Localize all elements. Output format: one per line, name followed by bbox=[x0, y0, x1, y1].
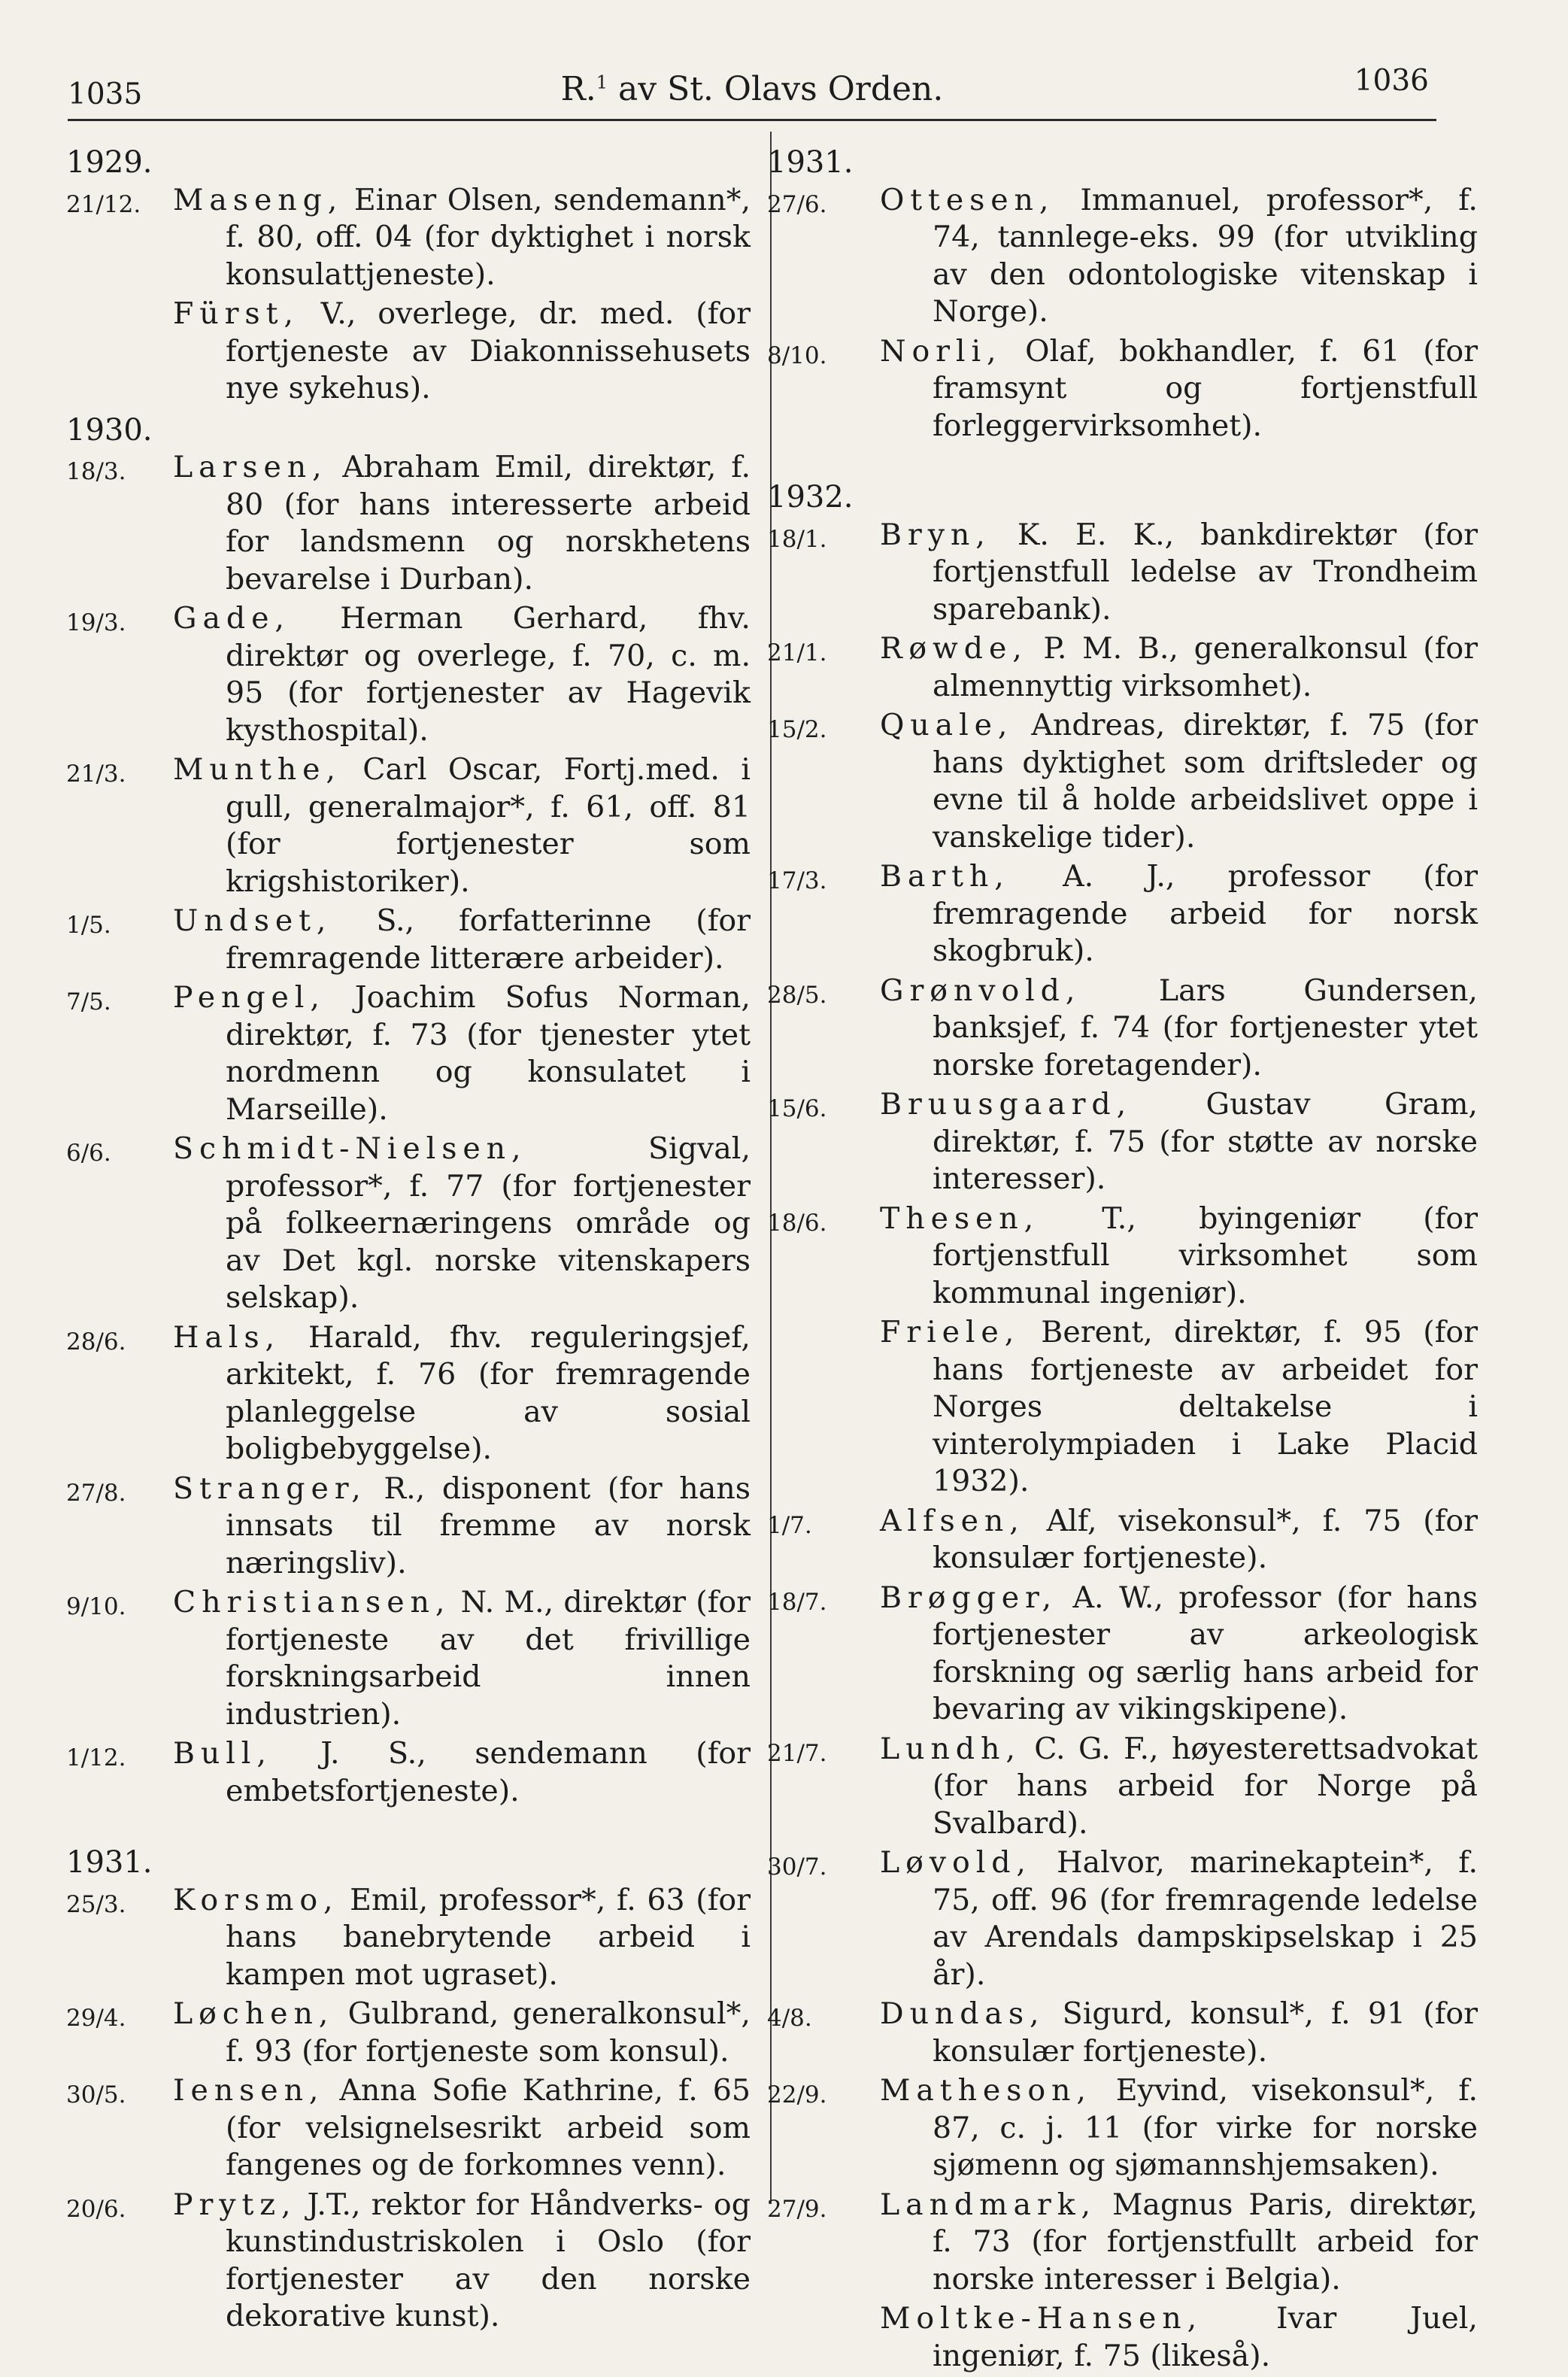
entry bbox=[767, 630, 1478, 705]
entry-date: 21/3. bbox=[66, 760, 126, 788]
entry-text: Gustav Gram, direktør, f. 75 (for støtte av norske interesser). bbox=[933, 1087, 1478, 1196]
entry-body bbox=[880, 2300, 1478, 2375]
entry-body bbox=[173, 1131, 751, 1317]
entry-text: Halvor, marinekaptein*, f. 75, off. 96 (for fremragende ledelse av Arendals dampskipselskap i 25 år). bbox=[933, 1845, 1478, 1992]
entry bbox=[66, 449, 751, 598]
entry bbox=[66, 1319, 751, 1468]
entry-body bbox=[880, 1996, 1478, 2070]
entry-date: 4/8. bbox=[767, 2005, 812, 2032]
entry bbox=[767, 973, 1478, 1085]
entry bbox=[767, 182, 1478, 331]
entry-date: 15/6. bbox=[767, 1095, 827, 1122]
entry bbox=[66, 903, 751, 977]
entry-text: Alf, visekonsul*, f. 75 (for konsulær fortjeneste). bbox=[933, 1503, 1478, 1575]
entry bbox=[66, 1996, 751, 2070]
entry-text: Lars Gundersen, banksjef, f. 74 (for fortjenester ytet norske foretagender). bbox=[933, 973, 1478, 1082]
entry-text: R., disponent (for hans innsats til fremme av norsk næringsliv). bbox=[226, 1471, 751, 1580]
entry-text: Sigurd, konsul*, f. 91 (for konsulær fortjeneste). bbox=[933, 1996, 1478, 2069]
entry-body bbox=[173, 1735, 751, 1810]
entry-name: Friele, bbox=[880, 1315, 1021, 1349]
entry-name: Løvold, bbox=[880, 1845, 1032, 1880]
entry-name: Quale, bbox=[880, 708, 1014, 742]
entry-date: 27/8. bbox=[66, 1479, 126, 1507]
entry-body bbox=[880, 630, 1478, 705]
entry-date: 6/6. bbox=[66, 1140, 111, 1167]
entry-body bbox=[173, 1319, 751, 1468]
entry-body bbox=[880, 517, 1478, 629]
year-heading: 1930. bbox=[66, 412, 153, 448]
entry-name: Grønvold, bbox=[880, 973, 1081, 1008]
entry-text: Harald, fhv. reguleringsjef, arkitekt, f. 76 (for fremragende planleggelse av sosial boligbebyggelse). bbox=[226, 1319, 751, 1466]
entry-body bbox=[173, 2072, 751, 2184]
entry-body bbox=[880, 333, 1478, 445]
entry-name: Hals, bbox=[173, 1319, 281, 1355]
entry-text: Andreas, direktør, f. 75 (for hans dyktighet som driftsleder og evne til å holde arbeidslivet oppe i vanskelige tider). bbox=[933, 708, 1478, 855]
entry-name: Røwde, bbox=[880, 631, 1028, 666]
entry-name: Prytz, bbox=[173, 2187, 297, 2222]
entry-date: 18/1. bbox=[767, 525, 827, 553]
entry bbox=[767, 1314, 1478, 1501]
right-column bbox=[767, 140, 1478, 2377]
entry bbox=[767, 707, 1478, 856]
entry-date: 1/12. bbox=[66, 1744, 126, 1771]
entry-date bbox=[767, 2300, 880, 2375]
entry bbox=[767, 1086, 1478, 1198]
entry bbox=[767, 517, 1478, 629]
entry-text: Herman Gerhard, fhv. direktør og overlege, f. 70, c. m. 95 (for fortjenester av Hagevik kysthospital). bbox=[226, 601, 751, 748]
running-title-prefix: R. bbox=[560, 70, 596, 108]
entry-name: Norli, bbox=[880, 333, 1002, 369]
entry bbox=[66, 751, 751, 900]
entry bbox=[767, 858, 1478, 970]
entry bbox=[66, 1735, 751, 1810]
entry-name: Dundas, bbox=[880, 1996, 1045, 2031]
entry bbox=[767, 2072, 1478, 2184]
entry-text: Joachim Sofus Norman, direktør, f. 73 (for tjenester ytet nordmenn og konsulatet i Marseille). bbox=[226, 980, 751, 1127]
entry-body bbox=[173, 182, 751, 294]
entry-text: Einar Olsen, sendemann*, f. 80, off. 04 (for dyktighet i norsk konsulattjeneste). bbox=[226, 182, 751, 292]
entry-body bbox=[173, 1996, 751, 2070]
entry bbox=[66, 1471, 751, 1583]
entry-name: Matheson, bbox=[880, 2073, 1092, 2108]
entry bbox=[767, 2187, 1478, 2299]
entry-date: 19/3. bbox=[66, 609, 126, 636]
entry bbox=[66, 2072, 751, 2184]
entry-text: Ivar Juel, ingeniør, f. 75 (likeså). bbox=[933, 2301, 1478, 2373]
year-heading: 1929. bbox=[66, 145, 153, 180]
entry-name: Thesen, bbox=[880, 1201, 1040, 1236]
entry-body bbox=[880, 2072, 1478, 2184]
entry-text: Carl Oscar, Fortj.med. i gull, generalmajor*, f. 61, off. 81 (for fortjenester som krigshistoriker). bbox=[226, 752, 751, 899]
entry-text: A. J., professor (for fremragende arbeid for norsk skogbruk). bbox=[933, 859, 1478, 968]
entry-text: Eyvind, visekonsul*, f. 87, c. j. 11 (for virke for norske sjømenn og sjømannshjemsaken). bbox=[933, 2073, 1478, 2182]
entry-date: 28/5. bbox=[767, 981, 827, 1009]
entry bbox=[66, 600, 751, 749]
entry-text: Olaf, bokhandler, f. 61 (for framsynt og fortjenstfull forleggervirksomhet). bbox=[933, 333, 1478, 443]
entry bbox=[66, 979, 751, 1128]
entry-date: 7/5. bbox=[66, 988, 111, 1015]
page-number-left: 1035 bbox=[68, 77, 143, 111]
entry-body bbox=[173, 449, 751, 598]
entry-text: J.T., rektor for Håndverks- og kunstindustriskolen i Oslo (for fortjenester av den norske dekorative kunst). bbox=[226, 2187, 751, 2333]
entry-name: Moltke-Hansen, bbox=[880, 2301, 1203, 2336]
entry-body bbox=[173, 751, 751, 900]
entry-body bbox=[880, 707, 1478, 856]
entry-name: Stranger, bbox=[173, 1471, 367, 1506]
entry-text: Emil, professor*, f. 63 (for hans banebrytende arbeid i kampen mot ugraset). bbox=[226, 1882, 751, 1992]
entry-date: 17/3. bbox=[767, 867, 827, 894]
entry-name: Maseng, bbox=[173, 182, 344, 217]
entry-body bbox=[880, 182, 1478, 331]
entry-date: 22/9. bbox=[767, 2081, 827, 2108]
header-rule bbox=[68, 119, 1436, 121]
entry bbox=[767, 1580, 1478, 1729]
entry-date: 20/6. bbox=[66, 2195, 126, 2223]
entry bbox=[767, 1844, 1478, 1993]
entry-name: Schmidt-Nielsen, bbox=[173, 1131, 527, 1166]
entry-body bbox=[173, 1584, 751, 1733]
entry-name: Lundh, bbox=[880, 1731, 1021, 1766]
entry-date: 30/5. bbox=[66, 2081, 126, 2108]
entry-body bbox=[880, 858, 1478, 970]
entry-name: Bull, bbox=[173, 1736, 272, 1771]
entry-body bbox=[173, 2187, 751, 2336]
entry-date: 27/6. bbox=[767, 190, 827, 218]
entry bbox=[66, 2187, 751, 2336]
entry-date: 1/5. bbox=[66, 912, 111, 939]
entry bbox=[66, 1882, 751, 1994]
entry-name: Landmark, bbox=[880, 2187, 1096, 2222]
entry-date: 8/10. bbox=[767, 342, 827, 369]
entry-name: Pengel, bbox=[173, 980, 326, 1015]
entry-body bbox=[173, 1471, 751, 1583]
entry-date: 18/3. bbox=[66, 458, 126, 485]
entry-body bbox=[880, 1503, 1478, 1577]
entry-name: Undset, bbox=[173, 903, 332, 938]
entry-text: V., overlege, dr. med. (for fortjeneste av Diakonnissehusets nye sykehus). bbox=[226, 296, 751, 405]
entry-date: 25/3. bbox=[66, 1890, 126, 1918]
entry-name: Iensen, bbox=[173, 2073, 325, 2108]
entry-body bbox=[880, 1314, 1478, 1501]
page-number-right: 1036 bbox=[1354, 64, 1429, 98]
year-heading: 1931. bbox=[767, 145, 854, 180]
entry bbox=[767, 1996, 1478, 2070]
entry-text: A. W., professor (for hans fortjenester av arkeologisk forskning og særlig hans arbeid for bevaring av vikingskipene). bbox=[933, 1580, 1478, 1726]
entry-text: Gulbrand, generalkonsul*, f. 93 (for fortjeneste som konsul). bbox=[226, 1996, 751, 2069]
running-title-rest: av St. Olavs Orden. bbox=[608, 70, 944, 108]
entry-name: Løchen, bbox=[173, 1996, 335, 2031]
page-header bbox=[68, 64, 1436, 109]
entry-body bbox=[173, 1882, 751, 1994]
entry-body bbox=[173, 296, 751, 408]
entry-name: Bruusgaard, bbox=[880, 1087, 1133, 1122]
entry bbox=[767, 1731, 1478, 1843]
entry-text: Berent, direktør, f. 95 (for hans fortjeneste av arbeidet for Norges deltakelse i vinterolympiaden i Lake Placid 1932). bbox=[933, 1315, 1478, 1498]
running-title-sup: 1 bbox=[596, 71, 608, 93]
entry-date: 21/12. bbox=[66, 190, 141, 218]
entry bbox=[66, 296, 751, 408]
entry-body bbox=[880, 973, 1478, 1085]
entry-text: Immanuel, professor*, f. 74, tannlege-eks. 99 (for utvikling av den odontologiske vitenskap i Norge). bbox=[933, 182, 1478, 329]
entry bbox=[767, 1201, 1478, 1313]
entry-date: 18/7. bbox=[767, 1588, 827, 1616]
entry-name: Alfsen, bbox=[880, 1503, 1025, 1538]
entry-body bbox=[173, 979, 751, 1128]
entry bbox=[66, 182, 751, 294]
entry-name: Fürst, bbox=[173, 296, 299, 331]
entry-text: Sigval, professor*, f. 77 (for fortjenester på folkeernæringens område og av Det kgl. norske vitenskapers selskap). bbox=[226, 1131, 751, 1315]
entry-date: 30/7. bbox=[767, 1853, 827, 1881]
entry-name: Larsen, bbox=[173, 450, 328, 484]
entry-text: J. S., sendemann (for embetsfortjeneste). bbox=[226, 1736, 751, 1808]
entry-body bbox=[880, 1086, 1478, 1198]
entry bbox=[66, 1584, 751, 1733]
entry-name: Barth, bbox=[880, 859, 1010, 894]
entry-name: Brøgger, bbox=[880, 1580, 1057, 1615]
entry bbox=[767, 1503, 1478, 1577]
entry-date: 21/1. bbox=[767, 639, 827, 666]
entry-name: Gade, bbox=[173, 601, 290, 636]
entry-name: Bryn, bbox=[880, 517, 991, 552]
entry bbox=[767, 2300, 1478, 2375]
entry-name: Ottesen, bbox=[880, 182, 1055, 217]
entry-body bbox=[880, 2187, 1478, 2299]
entry-text: S., forfatterinne (for fremragende litterære arbeider). bbox=[226, 903, 751, 976]
entry-text: T., byingeniør (for fortjenstfull virksomhet som kommunal ingeniør). bbox=[933, 1201, 1478, 1310]
entry-date bbox=[66, 296, 173, 408]
entry-body bbox=[880, 1731, 1478, 1843]
entry-date bbox=[767, 1314, 880, 1501]
entry-date: 1/7. bbox=[767, 1511, 812, 1539]
entry bbox=[66, 1131, 751, 1317]
year-heading: 1931. bbox=[66, 1845, 153, 1880]
entry-body bbox=[173, 600, 751, 749]
entry-date: 29/4. bbox=[66, 2005, 126, 2032]
entry-body bbox=[880, 1201, 1478, 1313]
left-column bbox=[66, 140, 751, 2338]
entry-text: Abraham Emil, direktør, f. 80 (for hans interesserte arbeid for landsmenn og norskhetens bevarelse i Durban). bbox=[226, 450, 751, 597]
entry-name: Korsmo, bbox=[173, 1882, 339, 1917]
entry-text: C. G. F., høyesterettsadvokat (for hans arbeid for Norge på Svalbard). bbox=[933, 1731, 1478, 1841]
entry-date: 28/6. bbox=[66, 1328, 126, 1355]
running-title bbox=[68, 70, 1436, 108]
entry-body bbox=[880, 1844, 1478, 1993]
entry-date: 27/9. bbox=[767, 2195, 827, 2223]
entry-text: Anna Sofie Kathrine, f. 65 (for velsignelsesrikt arbeid som fangenes og de forkomnes venn). bbox=[226, 2073, 751, 2182]
entry-text: N. M., direktør (for fortjeneste av det frivillige forskningsarbeid innen industrien). bbox=[226, 1585, 751, 1732]
entry-name: Munthe, bbox=[173, 752, 341, 787]
entry-text: P. M. B., generalkonsul (for almennyttig virksomhet). bbox=[933, 631, 1478, 703]
entry-body bbox=[173, 903, 751, 977]
entry-date: 9/10. bbox=[66, 1593, 126, 1620]
entry bbox=[767, 333, 1478, 445]
entry-name: Christiansen, bbox=[173, 1585, 451, 1620]
year-heading: 1932. bbox=[767, 480, 854, 515]
entry-date: 21/7. bbox=[767, 1739, 827, 1767]
entry-date: 18/6. bbox=[767, 1209, 827, 1237]
entry-date: 15/2. bbox=[767, 716, 827, 743]
entry-text: K. E. K., bankdirektør (for fortjenstfull ledelse av Trondheim sparebank). bbox=[933, 517, 1478, 627]
entry-body bbox=[880, 1580, 1478, 1729]
entry-text: Magnus Paris, direktør, f. 73 (for fortjenstfullt arbeid for norske interesser i Belgia). bbox=[933, 2187, 1478, 2297]
